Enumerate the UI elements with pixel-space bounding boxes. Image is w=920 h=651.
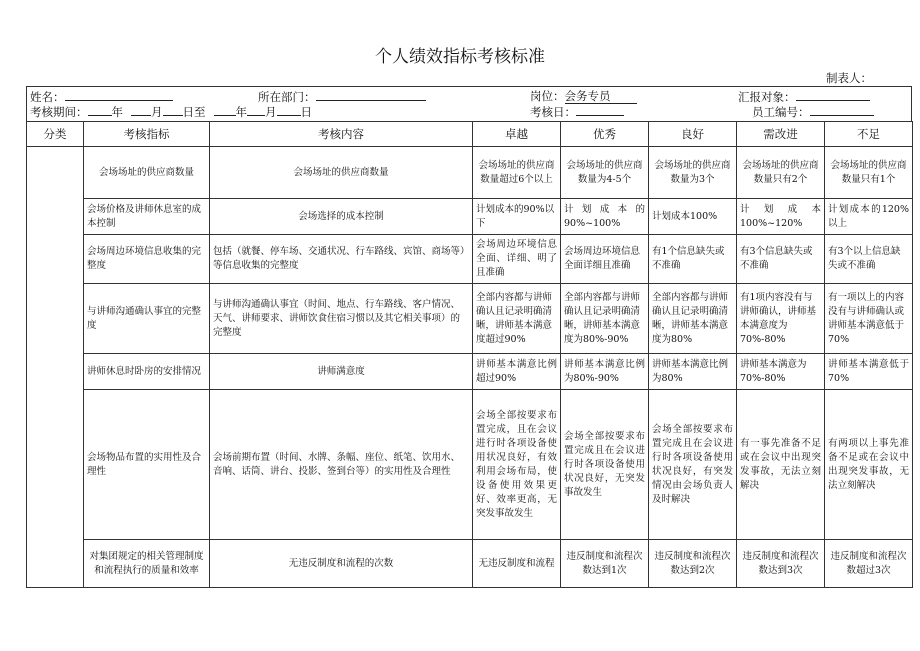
- content-cell: 无违反制度和流程的次数: [210, 540, 473, 588]
- excellent-cell: 会场场址的供应商数量超过6个以上: [473, 147, 561, 199]
- indicator-cell: 会场物品布置的实用性及合理性: [84, 390, 210, 540]
- indicator-cell: 会场价格及讲师休息室的成本控制: [84, 199, 210, 235]
- month2-label: 月: [265, 105, 277, 119]
- excellent-cell: 计划成本的90%以下: [473, 199, 561, 235]
- content-cell: 会场场址的供应商数量: [210, 147, 473, 199]
- improve-cell: 有1项内容没有与讲师确认，讲师基本满意度为70%-80%: [737, 284, 825, 354]
- post-field: [530, 89, 637, 104]
- name-field[interactable]: [30, 89, 173, 104]
- content-cell: 会场选择的成本控制: [210, 199, 473, 235]
- fine-cell: 计划成本100%: [649, 199, 737, 235]
- header-indicator: 考核指标: [84, 122, 210, 147]
- table-row: [27, 147, 913, 199]
- poor-cell: 会场场址的供应商数量只有1个: [825, 147, 913, 199]
- improve-cell: 有3个信息缺失或不准确: [737, 235, 825, 284]
- header-improve: 需改进: [737, 122, 825, 147]
- year2-label: 年: [235, 105, 247, 119]
- excellent-cell: 全部内容都与讲师确认且记录明确清晰，讲师基本满意度超过90%: [473, 284, 561, 354]
- category-cell: [27, 147, 84, 588]
- header-poor: 不足: [825, 122, 913, 147]
- dept-blank[interactable]: [316, 89, 426, 101]
- poor-cell: 有一项以上的内容没有与讲师确认或讲师基本满意低于70%: [825, 284, 913, 354]
- year1-label: 年: [111, 105, 123, 119]
- poor-cell: 有两项以上事先准备不足或在会议中出现突发事故，无法立刻解决: [825, 390, 913, 540]
- improve-cell: 违反制度和流程次数达到3次: [737, 540, 825, 588]
- period-field[interactable]: [30, 104, 312, 119]
- fine-cell: 有1个信息缺失或不准确: [649, 235, 737, 284]
- improve-cell: 计划成本100%~120%: [737, 199, 825, 235]
- content-cell: 包括（就餐、停车场、交通状况、行车路线、宾馆、商场等）等信息收集的完整度: [210, 235, 473, 284]
- header-fine: 良好: [649, 122, 737, 147]
- kpi-table: [26, 121, 913, 588]
- review-date-label: 考核日：: [530, 105, 576, 119]
- day2-label: 日: [300, 105, 312, 119]
- table-row: [27, 235, 913, 284]
- table-row: [27, 390, 913, 540]
- emp-no-field[interactable]: [752, 104, 874, 119]
- emp-no-label: 员工编号：: [752, 105, 810, 119]
- excellent-cell: 会场全部按要求布置完成，且在会议进行时各项设备使用状况良好，有效利用会场布局，使设备使用效果更好、效率更高，无突发事故发生: [473, 390, 561, 540]
- indicator-cell: 讲师休息时卧房的安排情况: [84, 354, 210, 390]
- improve-cell: 有一事先准备不足或在会议中出现突发事故，无法立刻解决: [737, 390, 825, 540]
- review-date-field[interactable]: [530, 104, 624, 119]
- excellent-cell: 讲师基本满意比例超过90%: [473, 354, 561, 390]
- table-row: [27, 199, 913, 235]
- indicator-cell: 与讲师沟通确认事宜的完整度: [84, 284, 210, 354]
- excellent-cell: 会场周边环境信息全面、详细、明了且准确: [473, 235, 561, 284]
- year2-blank[interactable]: [214, 104, 236, 116]
- indicator-cell: 对集团规定的相关管理制度和流程执行的质量和效率: [84, 540, 210, 588]
- maker-label: 制表人：: [826, 71, 872, 85]
- dept-label: 所在部门：: [258, 90, 316, 104]
- table-row: [27, 284, 913, 354]
- name-label: 姓名：: [30, 90, 65, 104]
- post-label: 岗位：: [530, 89, 565, 103]
- dept-field[interactable]: [258, 89, 426, 104]
- year1-blank[interactable]: [88, 104, 112, 116]
- header-category: 分类: [27, 122, 84, 147]
- fine-cell: 讲师基本满意比例为80%: [649, 354, 737, 390]
- emp-no-blank[interactable]: [810, 104, 874, 116]
- good-cell: 全部内容都与讲师确认且记录明确清晰，讲师基本满意度为80%-90%: [561, 284, 649, 354]
- good-cell: 会场周边环境信息全面详细且准确: [561, 235, 649, 284]
- indicator-cell: 会场周边环境信息收集的完整度: [84, 235, 210, 284]
- poor-cell: 违反制度和流程次数超过3次: [825, 540, 913, 588]
- good-cell: 讲师基本满意比例为80%-90%: [561, 354, 649, 390]
- report-blank[interactable]: [796, 89, 870, 101]
- month1-blank[interactable]: [131, 104, 151, 116]
- excellent-cell: 无违反制度和流程: [473, 540, 561, 588]
- fine-cell: 全部内容都与讲师确认且记录明确清晰，讲师基本满意度为80%: [649, 284, 737, 354]
- month2-blank[interactable]: [247, 104, 265, 116]
- review-date-blank[interactable]: [576, 104, 624, 116]
- table-header-row: [27, 122, 913, 147]
- poor-cell: 讲师基本满意低于70%: [825, 354, 913, 390]
- table-row: [27, 354, 913, 390]
- improve-cell: 讲师基本满意为70%-80%: [737, 354, 825, 390]
- report-field[interactable]: [738, 89, 870, 104]
- fine-cell: 会场全部按要求布置完成且在会议进行时各项设备使用状况良好，有突发情况由会场负责人及时解决: [649, 390, 737, 540]
- good-cell: 会场场址的供应商数量为4-5个: [561, 147, 649, 199]
- page-title: 个人绩效指标考核标准: [375, 47, 545, 67]
- content-cell: 与讲师沟通确认事宜（时间、地点、行车路线、客户情况、天气、讲师要求、讲师饮食住宿习惯以及其它相关事项）的完整度: [210, 284, 473, 354]
- day1-blank[interactable]: [163, 104, 183, 116]
- content-cell: 讲师满意度: [210, 354, 473, 390]
- improve-cell: 会场场址的供应商数量只有2个: [737, 147, 825, 199]
- month1-label: 月: [151, 105, 163, 119]
- good-cell: 会场全部按要求布置完成且在会议进行时各项设备使用状况良好，无突发事故发生: [561, 390, 649, 540]
- poor-cell: 计划成本的120%以上: [825, 199, 913, 235]
- header-excellent: 卓越: [473, 122, 561, 147]
- table-row: [27, 540, 913, 588]
- good-cell: 计划成本的90%~100%: [561, 199, 649, 235]
- report-label: 汇报对象：: [738, 90, 796, 104]
- header-good: 优秀: [561, 122, 649, 147]
- poor-cell: 有3个以上信息缺失或不准确: [825, 235, 913, 284]
- name-blank[interactable]: [65, 89, 173, 101]
- fine-cell: 违反制度和流程次数达到2次: [649, 540, 737, 588]
- indicator-cell: 会场场址的供应商数量: [84, 147, 210, 199]
- content-cell: 会场前期布置（时间、水牌、条幅、座位、纸笔、饮用水、音响、话筒、讲台、投影、签到台等）的实用性及合理性: [210, 390, 473, 540]
- period-label: 考核期间：: [30, 105, 88, 119]
- day2-blank[interactable]: [277, 104, 301, 116]
- post-value: 会务专员: [565, 89, 637, 104]
- header-content: 考核内容: [210, 122, 473, 147]
- day-to-label: 日至: [182, 105, 206, 119]
- fine-cell: 会场场址的供应商数量为3个: [649, 147, 737, 199]
- good-cell: 违反制度和流程次数达到1次: [561, 540, 649, 588]
